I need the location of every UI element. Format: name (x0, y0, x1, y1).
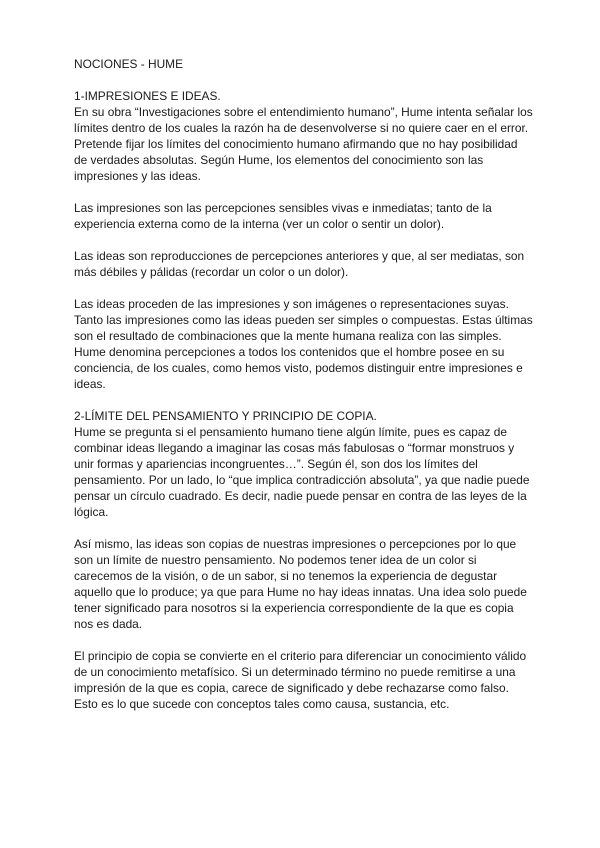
paragraph: El principio de copia se convierte en el criterio para diferenciar un conocimiento válido de un conocimiento metafísico. Si un determinado término no puede remitirse a una impresión de la que es copia, carece de significado y debe rechazarse como falso. Esto es lo que sucede con conceptos tales como causa, sustancia, etc. (74, 649, 527, 711)
section-heading: 1-IMPRESIONES E IDEAS. (74, 89, 221, 103)
paragraph: Las impresiones son las percepciones sensibles vivas e inmediatas; tanto de la experiencia externa como de la interna (ver un color o sentir un dolor). (74, 201, 492, 231)
paragraph: Las ideas proceden de las impresiones y son imágenes o representaciones suyas. Tanto las impresiones como las ideas pueden ser simples o compuestas. Estas últimas son el resultado de combinaciones que la mente humana realiza con las simples. Hume denomina percepciones a todos los contenidos que el hombre posee en su conciencia, de los cuales, como hemos visto, podemos distinguir entre impresiones e ideas. (74, 297, 533, 391)
paragraph: Hume se pregunta si el pensamiento humano tiene algún límite, pues es capaz de combinar ideas llegando a imaginar las cosas más fabulosas o “formar monstruos y unir formas y apariencias incongruentes…”. Según él, son dos los límites del pensamiento. Por un lado, lo “que implica contradicción absoluta”, ya que nadie puede pensar un círculo cuadrado. Es decir, nadie puede pensar en contra de las leyes de la lógica. (74, 425, 530, 519)
document-body (74, 56, 534, 728)
section-heading: 2-LÍMITE DEL PENSAMIENTO Y PRINCIPIO DE COPIA. (74, 409, 377, 423)
paragraph: Así mismo, las ideas son copias de nuestras impresiones o percepciones por lo que son un límite de nuestro pensamiento. No podemos tener idea de un color si carecemos de la visión, o de un sabor, si no tenemos la experiencia de degustar aquello que lo produce; ya que para Hume no hay ideas innatas. Una idea solo puede tener significado para nosotros si la experiencia correspondiente de la que es copia nos es dada. (74, 537, 527, 631)
document-title: NOCIONES - HUME (74, 57, 184, 71)
paragraph: En su obra “Investigaciones sobre el entendimiento humano”, Hume intenta señalar los límites dentro de los cuales la razón ha de desenvolverse si no quiere caer en el error. Pretende fijar los límites del conocimiento humano afirmando que no hay posibilidad de verdades absolutas. Según Hume, los elementos del conocimiento son las impresiones y las ideas. (74, 105, 533, 183)
section-impresiones-ideas (74, 88, 534, 392)
section-limite-pensamiento (74, 408, 534, 712)
paragraph: Las ideas son reproducciones de percepciones anteriores y que, al ser mediatas, son más débiles y pálidas (recordar un color o un dolor). (74, 249, 525, 279)
